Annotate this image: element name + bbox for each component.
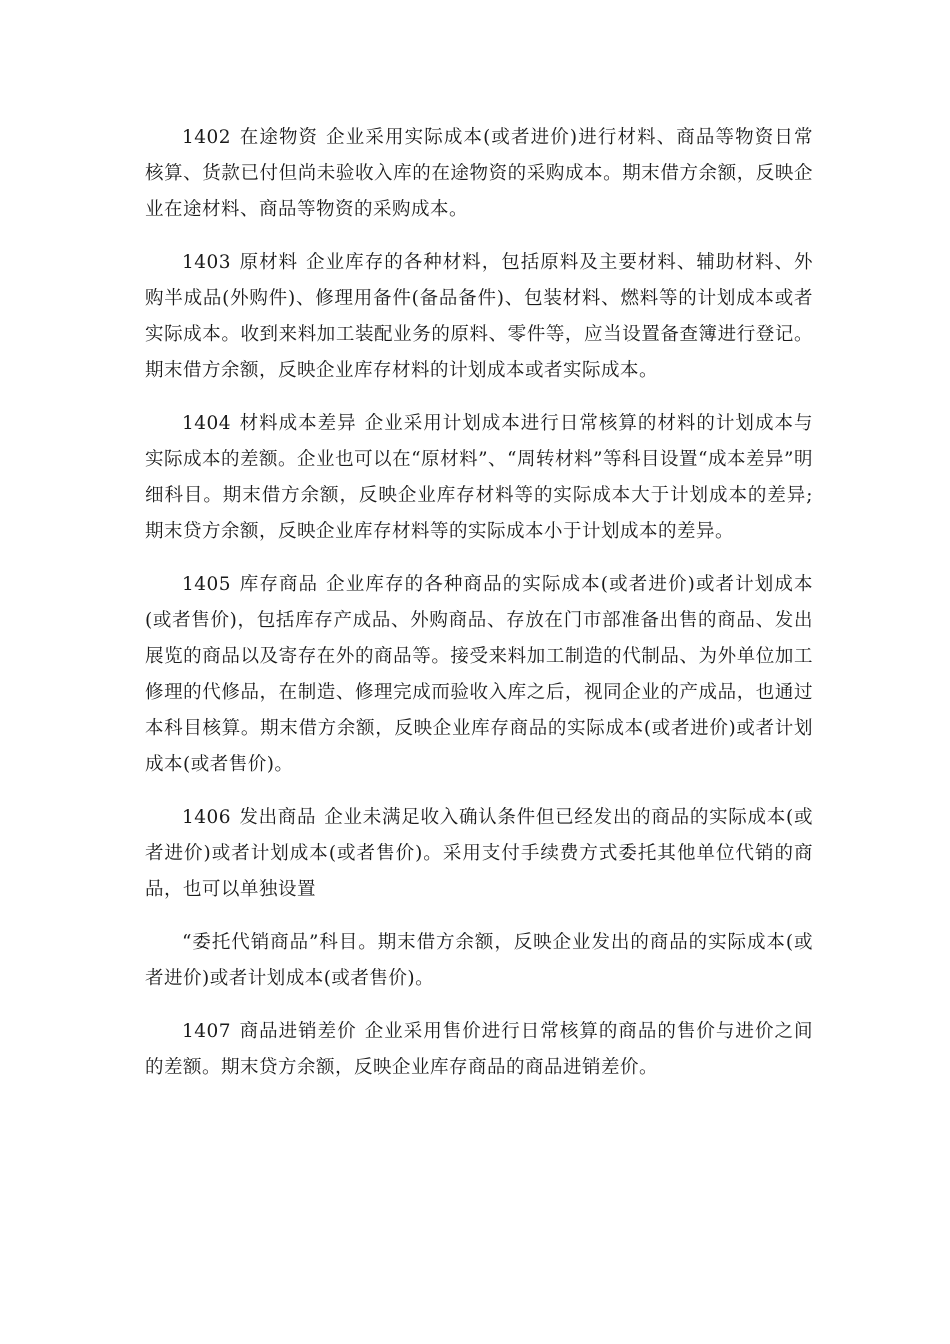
account-term: 原材料 (239, 252, 299, 273)
account-code: 1407 (182, 1021, 232, 1042)
document-body (145, 120, 813, 1103)
account-term: 发出商品 (239, 807, 317, 828)
paragraph-text: 企业采用实际成本(或者进价)进行材料、商品等物资日常核算、货款已付但尚未验收入库的在途物资的采购成本。期末借方余额，反映企业在途材料、商品等物资的采购成本。 (145, 127, 813, 220)
account-term: 材料成本差异 (239, 413, 357, 434)
paragraph-text: 企业未满足收入确认条件但已经发出的商品的实际成本(或者进价)或者计划成本(或者售价)。采用支付手续费方式委托其他单位代销的商品，也可以单独设置 (145, 807, 813, 900)
account-term: 在途物资 (239, 127, 319, 148)
paragraph-text: 企业库存的各种材料，包括原料及主要材料、辅助材料、外购半成品(外购件)、修理用备件(备品备件)、包装材料、燃料等的计划成本或者实际成本。收到来料加工装配业务的原料、零件等，应当设置备查簿进行登记。期末借方余额，反映企业库存材料的计划成本或者实际成本。 (145, 252, 813, 381)
account-code: 1402 (182, 127, 232, 148)
paragraph-text: 企业库存的各种商品的实际成本(或者进价)或者计划成本(或者售价)，包括库存产成品、外购商品、存放在门市部准备出售的商品、发出展览的商品以及寄存在外的商品等。接受来料加工制造的代制品、为外单位加工修理的代修品，在制造、修理完成而验收入库之后，视同企业的产成品，也通过本科目核算。期末借方余额，反映企业库存商品的实际成本(或者进价)或者计划成本(或者售价)。 (145, 574, 813, 775)
account-code: 1403 (182, 252, 232, 273)
paragraph-1406 (145, 800, 813, 908)
paragraph-text: 企业采用售价进行日常核算的商品的售价与进价之间的差额。期末贷方余额，反映企业库存商品的商品进销差价。 (145, 1021, 813, 1078)
paragraph-1406-continued (145, 925, 813, 997)
account-code: 1405 (182, 574, 232, 595)
paragraph-text: “委托代销商品”科目。期末借方余额，反映企业发出的商品的实际成本(或者进价)或者计划成本(或者售价)。 (145, 932, 813, 989)
paragraph-1405 (145, 567, 813, 783)
account-term: 库存商品 (239, 574, 319, 595)
account-term: 商品进销差价 (239, 1021, 357, 1042)
paragraph-1407 (145, 1014, 813, 1086)
paragraph-1403 (145, 245, 813, 389)
account-code: 1406 (182, 807, 232, 828)
paragraph-1404 (145, 406, 813, 550)
account-code: 1404 (182, 413, 232, 434)
paragraph-text: 企业采用计划成本进行日常核算的材料的计划成本与实际成本的差额。企业也可以在“原材料”、“周转材料”等科目设置“成本差异”明细科目。期末借方余额，反映企业库存材料等的实际成本大于计划成本的差异;期末贷方余额，反映企业库存材料等的实际成本小于计划成本的差异。 (145, 413, 813, 542)
paragraph-1402 (145, 120, 813, 228)
